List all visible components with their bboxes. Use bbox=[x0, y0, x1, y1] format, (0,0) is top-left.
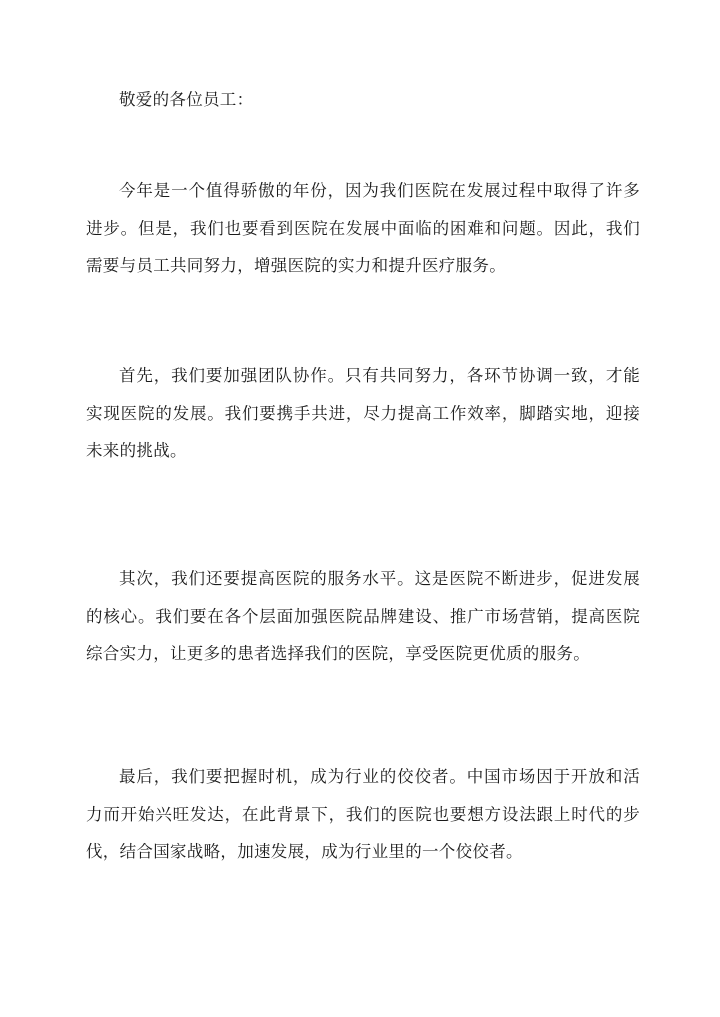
paragraph-line: 今年是一个值得骄傲的年份，因为我们医院在发展过程中取得了许多 bbox=[119, 181, 640, 200]
paragraph-teamwork bbox=[86, 362, 640, 475]
paragraph-line: 最后，我们要把握时机，成为行业的佼佼者。中国市场因于开放和活 bbox=[119, 767, 640, 786]
paragraph-line: 力而开始兴旺发达，在此背景下，我们的医院也要想方设法跟上时代的步 bbox=[86, 804, 640, 824]
paragraph-intro bbox=[86, 177, 640, 290]
paragraph-service bbox=[86, 565, 640, 678]
paragraph-line: 其次，我们还要提高医院的服务水平。这是医院不断进步，促进发展 bbox=[119, 569, 640, 588]
letter-salutation: 敬爱的各位员工： bbox=[119, 90, 254, 109]
paragraph-opportunity bbox=[86, 763, 640, 876]
paragraph-line: 首先，我们要加强团队协作。只有共同努力，各环节协调一致，才能 bbox=[119, 366, 640, 385]
paragraph-line: 未来的挑战。 bbox=[86, 441, 187, 460]
paragraph-line: 综合实力，让更多的患者选择我们的医院，享受医院更优质的服务。 bbox=[86, 644, 590, 663]
paragraph-line: 实现医院的发展。我们要携手共进，尽力提高工作效率，脚踏实地，迎接 bbox=[86, 403, 640, 423]
paragraph-line: 进步。但是，我们也要看到医院在发展中面临的困难和问题。因此，我们 bbox=[86, 218, 640, 238]
paragraph-line: 需要与员工共同努力，增强医院的实力和提升医疗服务。 bbox=[86, 256, 506, 275]
paragraph-line: 的核心。我们要在各个层面加强医院品牌建设、推广市场营销，提高医院 bbox=[86, 606, 640, 626]
paragraph-line: 伐，结合国家战略，加速发展，成为行业里的一个佼佼者。 bbox=[86, 842, 523, 861]
